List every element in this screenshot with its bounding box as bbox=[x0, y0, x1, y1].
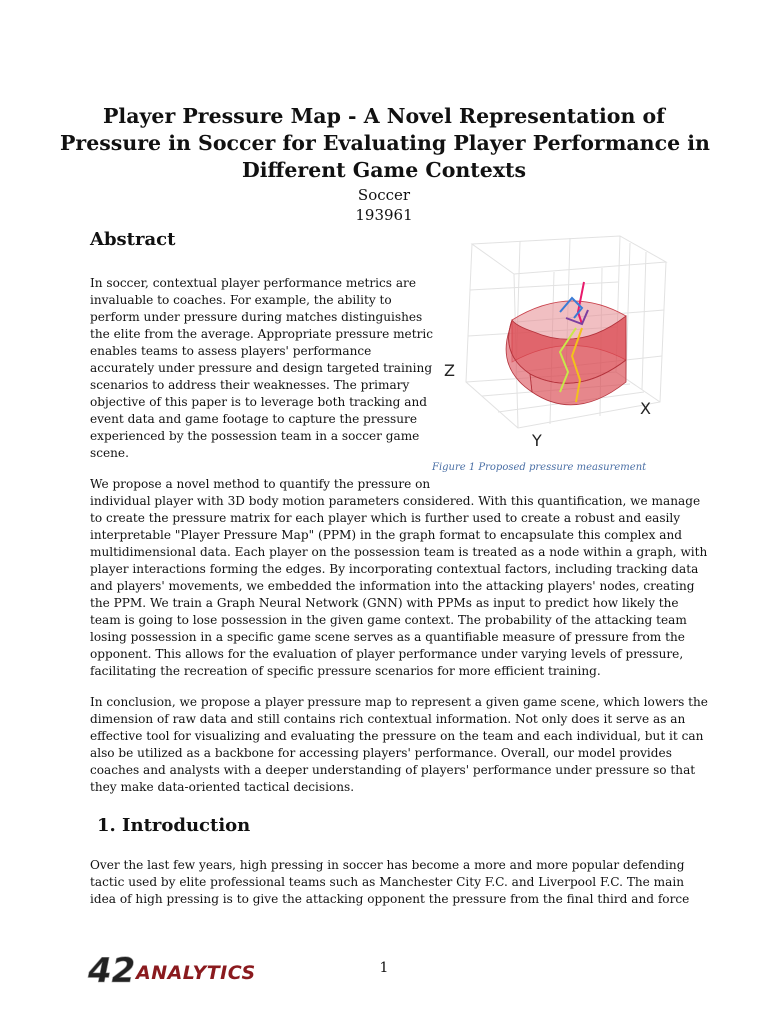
title-line: Different Game Contexts bbox=[241, 158, 527, 182]
introduction-heading: 1. Introduction bbox=[97, 815, 251, 836]
introduction-paragraph-1 bbox=[90, 857, 689, 908]
paper-id: 193961 bbox=[355, 206, 413, 224]
axis-label-x: X bbox=[640, 399, 651, 418]
text-line: team is going to lose possession in the given game context. The probability of the attacking team bbox=[90, 613, 687, 627]
text-line: the elite from the average. Appropriate pressure metric bbox=[90, 327, 433, 341]
text-line: perform under pressure during matches distinguishes bbox=[90, 310, 423, 324]
text-line: dimension of raw data and still contains rich contextual information. Not only does it serve as an bbox=[90, 712, 686, 726]
text-line: opponent. This allows for the evaluation of player performance under varying levels of pressure, bbox=[90, 647, 684, 661]
text-line: objective of this paper is to leverage both tracking and bbox=[90, 395, 428, 409]
text-line: Over the last few years, high pressing in soccer has become a more and more popular defending bbox=[90, 858, 685, 872]
text-line: individual player with 3D body motion parameters considered. With this quantification, we manage bbox=[90, 494, 701, 508]
abstract-paragraph-1 bbox=[90, 275, 433, 462]
text-line: to create the pressure matrix for each player which is further used to create a robust and easily bbox=[90, 511, 681, 525]
text-line: losing possession in a specific game scene serves as a quantifiable measure of pressure from the bbox=[90, 630, 685, 644]
text-line: We propose a novel method to quantify the pressure on bbox=[90, 477, 431, 491]
text-line: the PPM. We train a Graph Neural Network (GNN) with PPMs as input to predict how likely the bbox=[90, 596, 679, 610]
text-line: experienced by the possession team in a soccer game bbox=[90, 429, 420, 443]
axis-label-y: Y bbox=[532, 431, 542, 450]
paper-title bbox=[60, 103, 708, 184]
logo-mark bbox=[86, 948, 262, 990]
text-line: event data and game footage to capture the pressure bbox=[90, 412, 417, 426]
paper-subtitle: Soccer bbox=[357, 186, 411, 204]
page-number: 1 bbox=[379, 960, 389, 976]
abstract-heading: Abstract bbox=[90, 229, 176, 250]
analytics-logo bbox=[86, 948, 262, 990]
text-line: multidimensional data. Each player on the possession team is treated as a node within a graph, with bbox=[90, 545, 708, 559]
text-line: enables teams to assess players' performance bbox=[90, 344, 372, 358]
text-line: player interactions forming the edges. By incorporating contextual factors, including tracking data bbox=[90, 562, 699, 576]
figure-pressure-measurement bbox=[430, 232, 690, 462]
abstract-paragraph-2 bbox=[90, 476, 707, 680]
text-line: effective tool for visualizing and evaluating the pressure on the team and each individual, but it can bbox=[90, 729, 704, 743]
axis-label-z: Z bbox=[444, 361, 455, 380]
text-line: tactic used by elite professional teams such as Manchester City F.C. and Liverpool F.C. The main bbox=[90, 875, 685, 889]
pressure-3d-plot bbox=[430, 232, 690, 462]
text-line: coaches and analysts with a deeper understanding of players' performance under pressure so that bbox=[90, 763, 696, 777]
title-line: Pressure in Soccer for Evaluating Player Performance in bbox=[60, 131, 710, 155]
figure-caption: Figure 1 Proposed pressure measurement bbox=[432, 462, 647, 473]
text-line: facilitating the recreation of specific pressure scenarios for more efficient training. bbox=[90, 664, 601, 678]
abstract-paragraph-3 bbox=[90, 694, 708, 796]
text-line: In soccer, contextual player performance metrics are bbox=[90, 276, 416, 290]
logo-text: ANALYTICS bbox=[136, 962, 256, 984]
text-line: also be utilized as a backbone for accessing players' performance. Overall, our model provides bbox=[90, 746, 672, 760]
text-line: scenarios to address their weaknesses. The primary bbox=[90, 378, 410, 392]
title-line: Player Pressure Map - A Novel Representation of bbox=[103, 104, 665, 128]
logo-number: 42 bbox=[88, 951, 136, 990]
text-line: idea of high pressing is to give the attacking opponent the pressure from the final third and force bbox=[90, 892, 690, 906]
text-line: scene. bbox=[90, 446, 129, 460]
text-line: interpretable "Player Pressure Map" (PPM) in the graph format to encapsulate this complex and bbox=[90, 528, 682, 542]
text-line: In conclusion, we propose a player pressure map to represent a given game scene, which lowers the bbox=[90, 695, 708, 709]
text-line: invaluable to coaches. For example, the ability to bbox=[90, 293, 392, 307]
pressure-ring bbox=[506, 301, 626, 405]
text-line: accurately under pressure and design targeted training bbox=[90, 361, 433, 375]
paper-meta bbox=[60, 185, 708, 225]
text-line: they make data-oriented tactical decisions. bbox=[90, 780, 355, 794]
text-line: and players' movements, we embedded the information into the attacking players' nodes, creating bbox=[90, 579, 695, 593]
